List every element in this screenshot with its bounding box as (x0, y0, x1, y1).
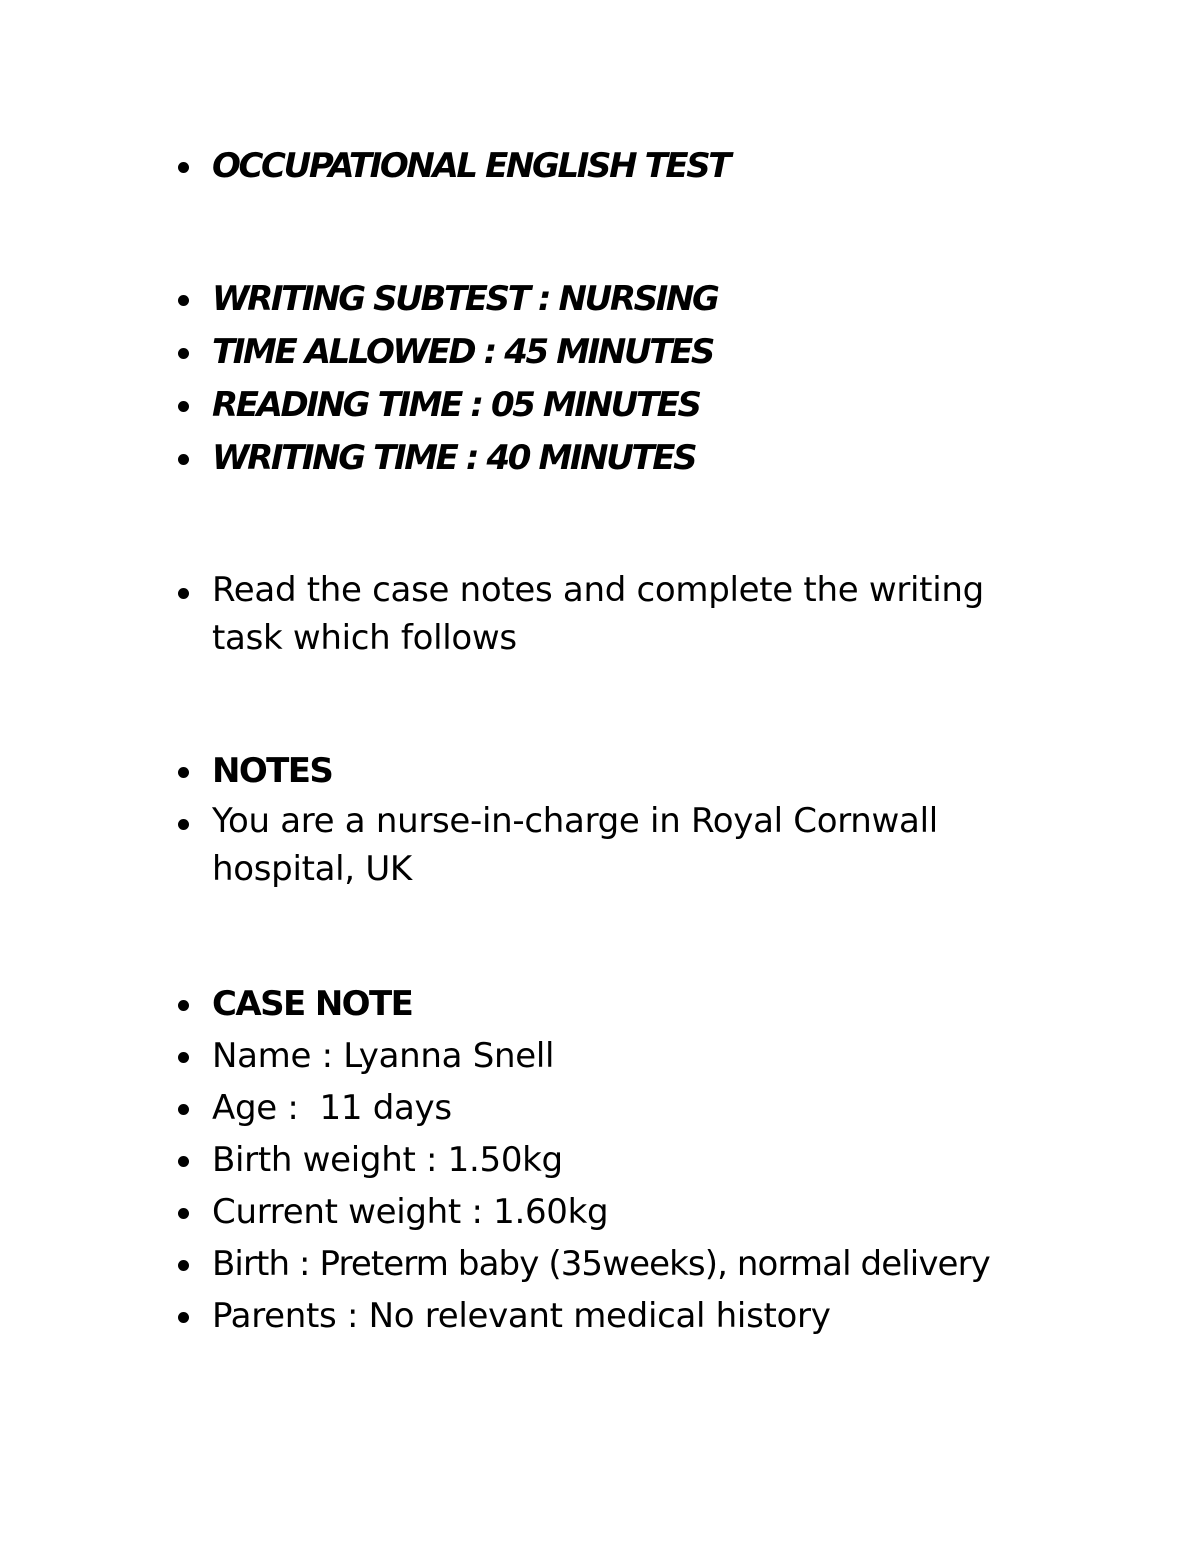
meta-item-time-allowed (0, 326, 1032, 379)
bullet-icon (178, 588, 189, 599)
notes-role-text: You are a nurse-in-charge in Royal Cornwall hospital, UK (212, 801, 938, 889)
meta-item-writing-time (0, 432, 1032, 485)
case-note-heading: CASE NOTE (212, 984, 413, 1024)
bullet-icon (178, 348, 189, 359)
exam-meta-list (0, 273, 1200, 485)
document-title: OCCUPATIONAL ENGLISH TEST (212, 146, 730, 186)
case-note-text: Birth weight : 1.50kg (212, 1140, 563, 1180)
case-note-text: Current weight : 1.60kg (212, 1192, 609, 1232)
meta-text: TIME ALLOWED : 45 MINUTES (212, 332, 713, 372)
bullet-icon (178, 401, 189, 412)
bullet-icon (178, 295, 189, 306)
case-note-item-parents (0, 1290, 1032, 1342)
case-note-item-birth (0, 1238, 1032, 1290)
bullet-icon (178, 162, 189, 173)
instruction-text: Read the case notes and complete the writing task which follows (212, 570, 984, 658)
case-note-text: Name : Lyanna Snell (212, 1036, 555, 1076)
bullet-icon (178, 1104, 189, 1115)
meta-item-reading-time (0, 379, 1032, 432)
case-note-item-name (0, 1030, 1032, 1082)
case-note-text: Age : 11 days (212, 1088, 452, 1128)
instruction-list (0, 566, 1200, 662)
notes-role-item (0, 797, 1032, 893)
meta-text: READING TIME : 05 MINUTES (212, 385, 700, 425)
bullet-icon (178, 1156, 189, 1167)
notes-heading: NOTES (212, 751, 333, 791)
notes-heading-item (0, 745, 1032, 797)
bullet-icon (178, 767, 189, 778)
meta-text: WRITING SUBTEST : NURSING (212, 279, 718, 319)
bullet-icon (178, 1260, 189, 1271)
case-note-item-current-weight (0, 1186, 1032, 1238)
notes-list (0, 745, 1200, 893)
meta-text: WRITING TIME : 40 MINUTES (212, 438, 696, 478)
bullet-icon (178, 454, 189, 465)
bullet-icon (178, 1208, 189, 1219)
case-note-item-birth-weight (0, 1134, 1032, 1186)
case-note-item-age (0, 1082, 1032, 1134)
bullet-icon (178, 1052, 189, 1063)
case-note-text: Parents : No relevant medical history (212, 1296, 831, 1336)
case-note-heading-item (0, 978, 1032, 1030)
case-note-text: Birth : Preterm baby (35weeks), normal delivery (212, 1244, 990, 1284)
meta-item-subtest (0, 273, 1032, 326)
title-item (0, 140, 1032, 193)
bullet-icon (178, 819, 189, 830)
title-list (0, 140, 1200, 193)
instruction-item (0, 566, 1032, 662)
bullet-icon (178, 1312, 189, 1323)
bullet-icon (178, 1000, 189, 1011)
case-note-list (0, 978, 1200, 1342)
